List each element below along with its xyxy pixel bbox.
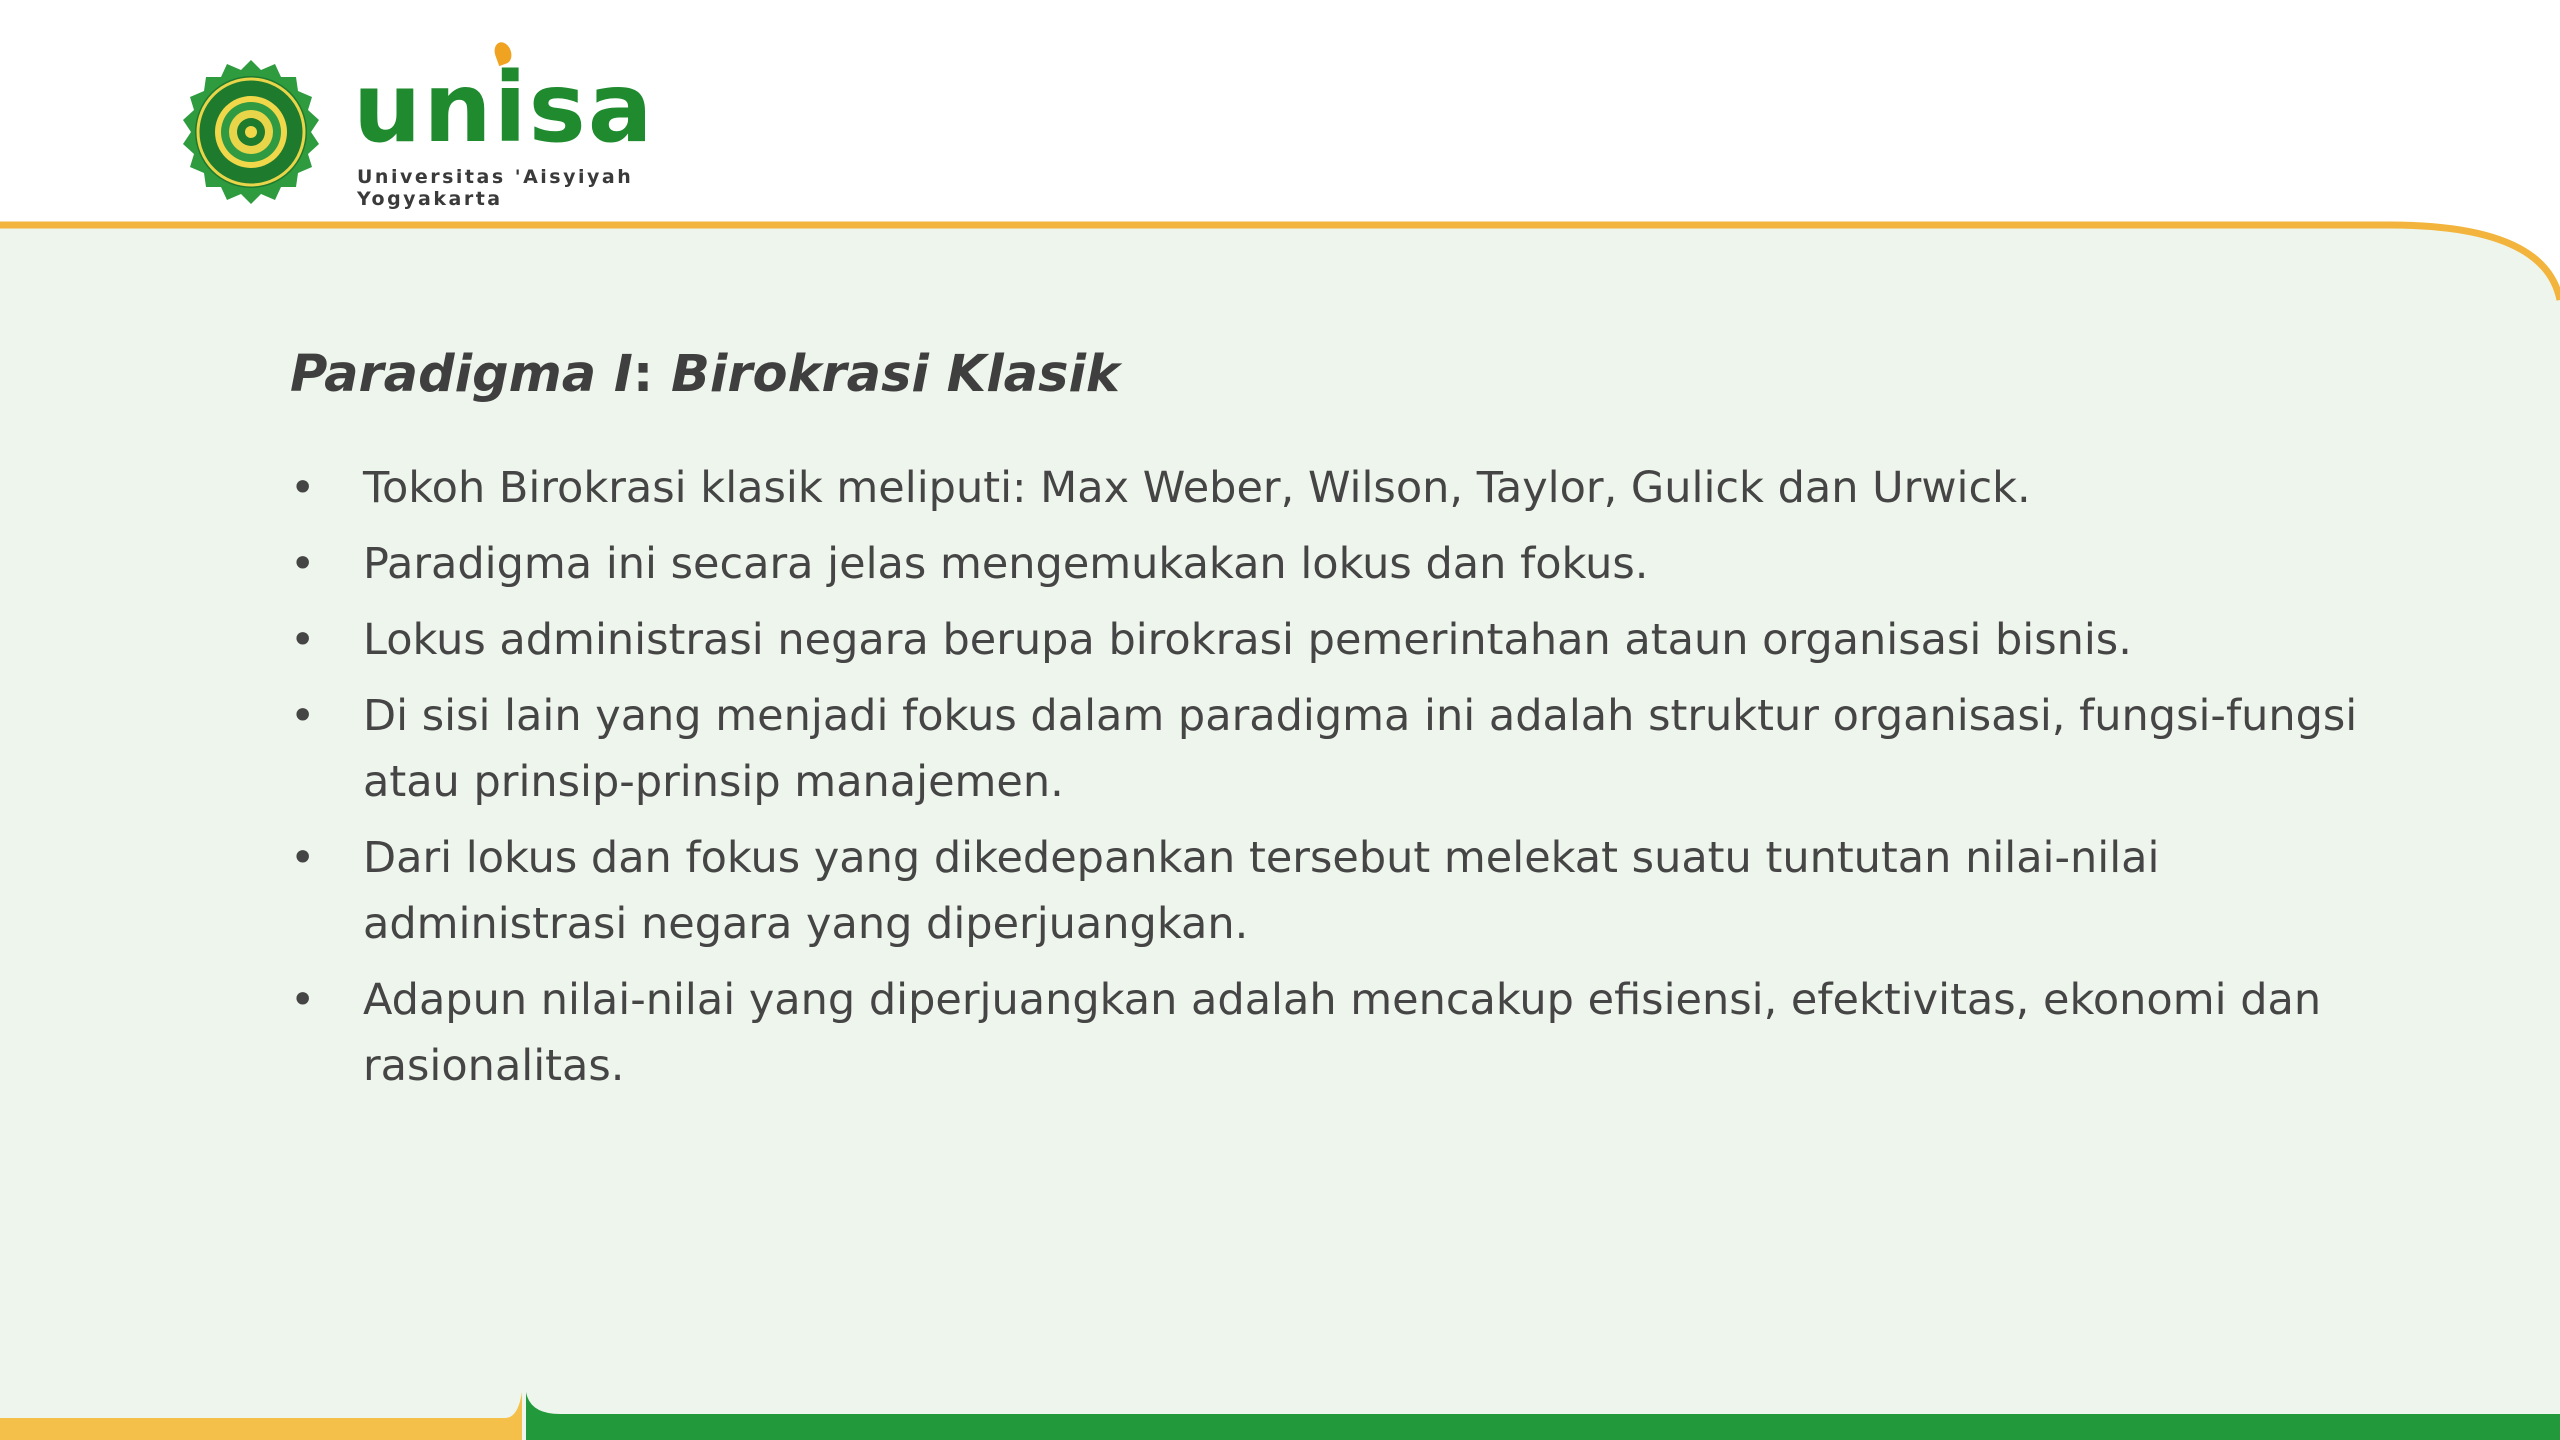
title-separator: : (632, 345, 654, 404)
bullet-item (290, 683, 2370, 815)
logo-subtitle-line2: Yogyakarta (357, 188, 503, 210)
bullet-text: Di sisi lain yang menjadi fokus dalam paradigma ini adalah struktur organisasi, fungsi-fungsi atau prinsip-prinsip manajemen. (363, 691, 2358, 807)
logo-wordmark: unisa (353, 52, 655, 164)
bullet-text: Tokoh Birokrasi klasik meliputi: Max Weber, Wilson, Taylor, Gulick dan Urwick. (363, 463, 2031, 513)
bullet-icon: • (290, 833, 316, 883)
bullet-icon: • (290, 539, 316, 589)
title-part1: Paradigma I (290, 345, 633, 404)
bullet-item (290, 825, 2370, 957)
bullet-item (290, 967, 2370, 1099)
bullet-text: Paradigma ini secara jelas mengemukakan lokus dan fokus. (363, 539, 1649, 589)
bullet-text: Adapun nilai-nilai yang diperjuangkan adalah mencakup efisiensi, efektivitas, ekonomi dan rasionalitas. (363, 975, 2322, 1091)
bullet-icon: • (290, 615, 316, 665)
slide-content (290, 335, 2370, 1109)
bullet-item (290, 455, 2370, 521)
bullet-list (290, 455, 2370, 1099)
bullet-icon: • (290, 975, 316, 1025)
bullet-item (290, 607, 2370, 673)
slide-title (290, 335, 2370, 415)
university-seal-icon (175, 58, 327, 210)
university-logo (175, 40, 655, 210)
bullet-item (290, 531, 2370, 597)
title-part2: Birokrasi Klasik (653, 345, 1120, 404)
bullet-text: Dari lokus dan fokus yang dikedepankan tersebut melekat suatu tuntutan nilai-nilai administrasi negara yang diperjuangkan. (363, 833, 2160, 949)
bullet-icon: • (290, 691, 316, 741)
logo-subtitle-line1: Universitas 'Aisyiyah (357, 166, 634, 188)
bullet-text: Lokus administrasi negara berupa birokrasi pemerintahan ataun organisasi bisnis. (363, 615, 2132, 665)
bullet-icon: • (290, 463, 316, 513)
